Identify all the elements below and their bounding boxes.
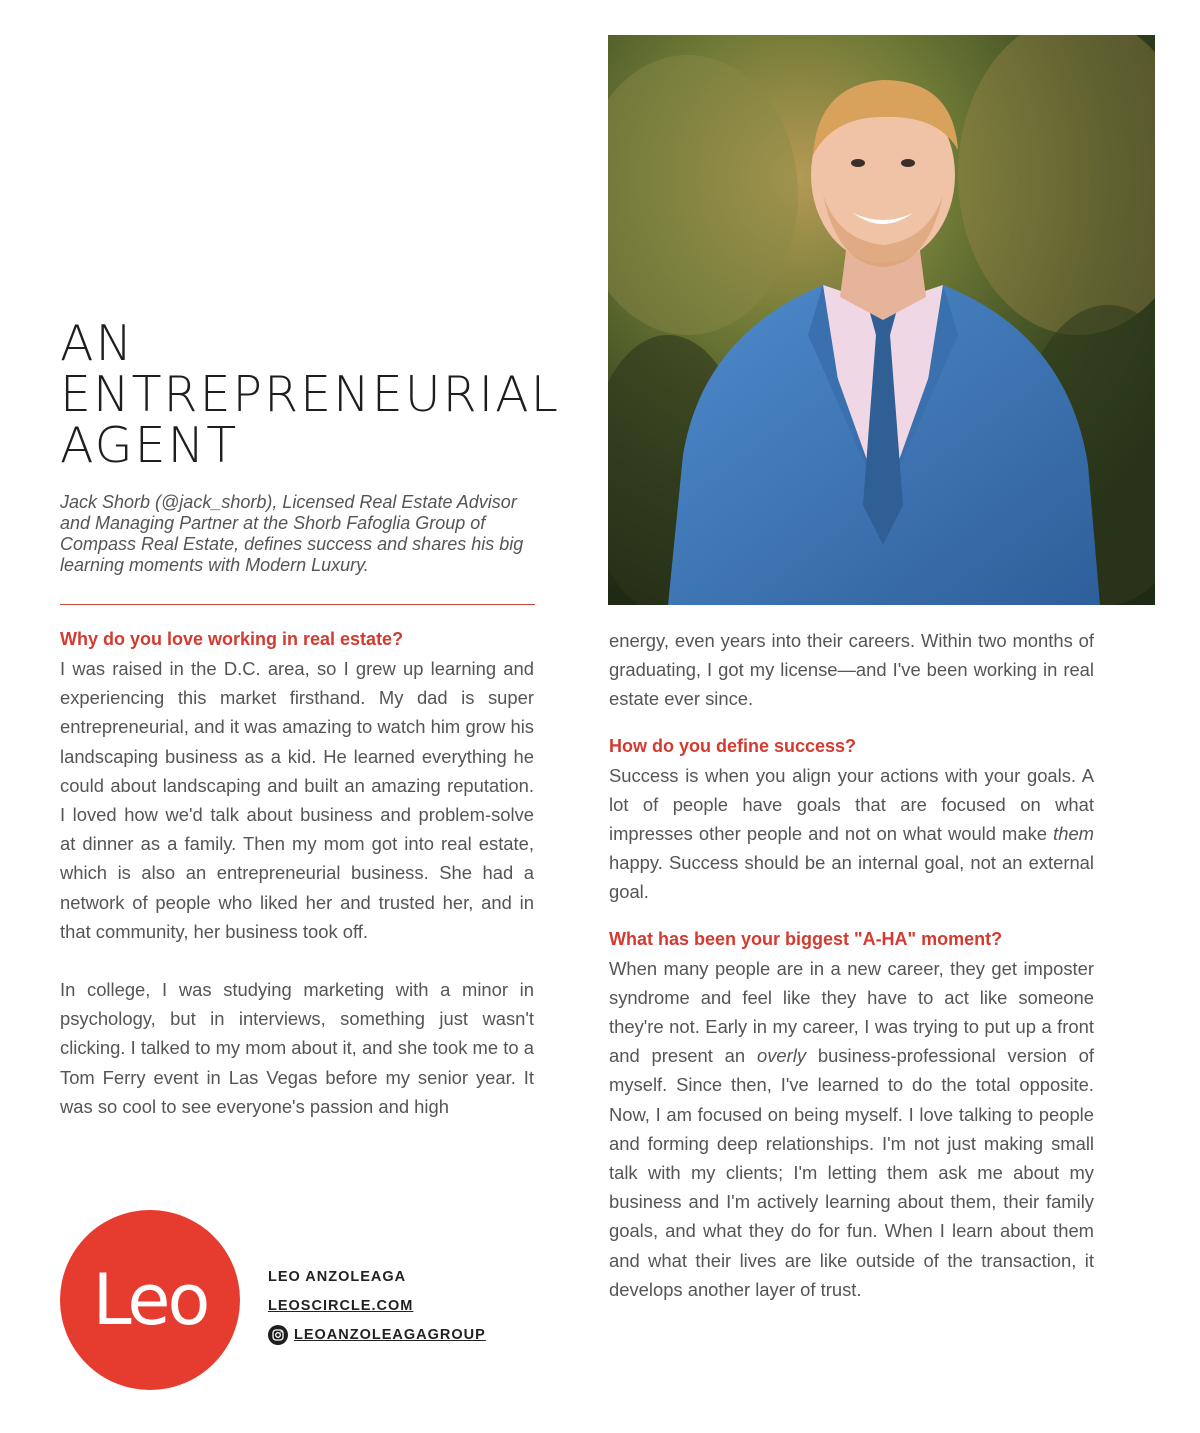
title-line: ENTREPRENEURIAL: [60, 366, 560, 423]
portrait-photo: [608, 35, 1155, 605]
question-heading: What has been your biggest "A-HA" moment?: [609, 928, 1003, 949]
answer-text: happy. Success should be an internal goal, not an external goal.: [609, 852, 1094, 903]
instagram-handle[interactable]: LEOANZOLEAGAGROUP: [294, 1326, 486, 1343]
left-column: [60, 625, 534, 1121]
divider: [60, 604, 535, 605]
intro-text: Jack Shorb (@jack_shorb), Licensed Real Estate Advisor and Managing Partner at the Shorb Fafoglia Group of Compass Real Estate, defines success and shares his big learning moments with Modern Luxury.: [60, 492, 524, 575]
answer-paragraph: [609, 954, 1094, 1304]
answer-text: business-professional version of myself. Since then, I've learned to do the total opposite. Now, I am focused on being myself. I love talking to people and forming deep relationships. I'm not just making small talk with my clients; I'm letting them ask me about my business and I'm actively learning about them, their family goals, and what they do for fun. When I learn about them and what their lives are like outside of the transaction, it develops another layer of trust.: [609, 1045, 1095, 1300]
contact-name: LEO ANZOLEAGA: [268, 1268, 407, 1285]
emphasis-text: them: [1053, 823, 1094, 845]
logo-text: Leo: [92, 1259, 208, 1341]
website-link[interactable]: LEOSCIRCLE.COM: [268, 1297, 414, 1314]
answer-paragraph: energy, even years into their careers. Within two months of graduating, I got my license—and I've been working in real estate ever since.: [609, 630, 1094, 710]
portrait-illustration: [608, 35, 1155, 605]
answer-text: Success is when you align your actions with your goals. A lot of people have goals that are focused on what impresses other people and not on what would make: [609, 764, 1094, 845]
instagram-icon: [268, 1325, 288, 1345]
answer-paragraph: [609, 761, 1094, 907]
title-line: AGENT: [60, 417, 239, 474]
question-heading: Why do you love working in real estate?: [60, 629, 404, 649]
right-column: [609, 626, 1094, 1304]
leo-logo: [60, 1210, 240, 1390]
emphasis-text: overly: [756, 1045, 807, 1067]
article-title: [60, 315, 580, 474]
instagram-link[interactable]: [268, 1320, 486, 1349]
answer-paragraph: I was raised in the D.C. area, so I grew up learning and experiencing this market firsthand. My dad is super entrepreneurial, and it was amazing to watch him grow his landscaping business as a kid. He learned everything he could about landscaping and built an amazing reputation. I loved how we'd talk about business and problem-solve at dinner as a family. Then my mom got into real estate, which is also an entrepreneurial business. She had a network of people who liked her and trusted her, and in that community, her business took off.: [60, 658, 534, 942]
answer-paragraph: In college, I was studying marketing with a minor in psychology, but in interviews, something just wasn't clicking. I talked to my mom about it, and she took me to a Tom Ferry event in Las Vegas before my senior year. It was so cool to see everyone's passion and high: [60, 979, 534, 1117]
question-heading: How do you define success?: [609, 735, 857, 756]
title-line: AN: [60, 315, 135, 372]
contact-info: [268, 1262, 486, 1349]
answer-text: When many people are in a new career, they get imposter syndrome and feel like they have to act like someone they're not. Early in my career, I was trying to put up a front and present an: [609, 957, 1094, 1067]
